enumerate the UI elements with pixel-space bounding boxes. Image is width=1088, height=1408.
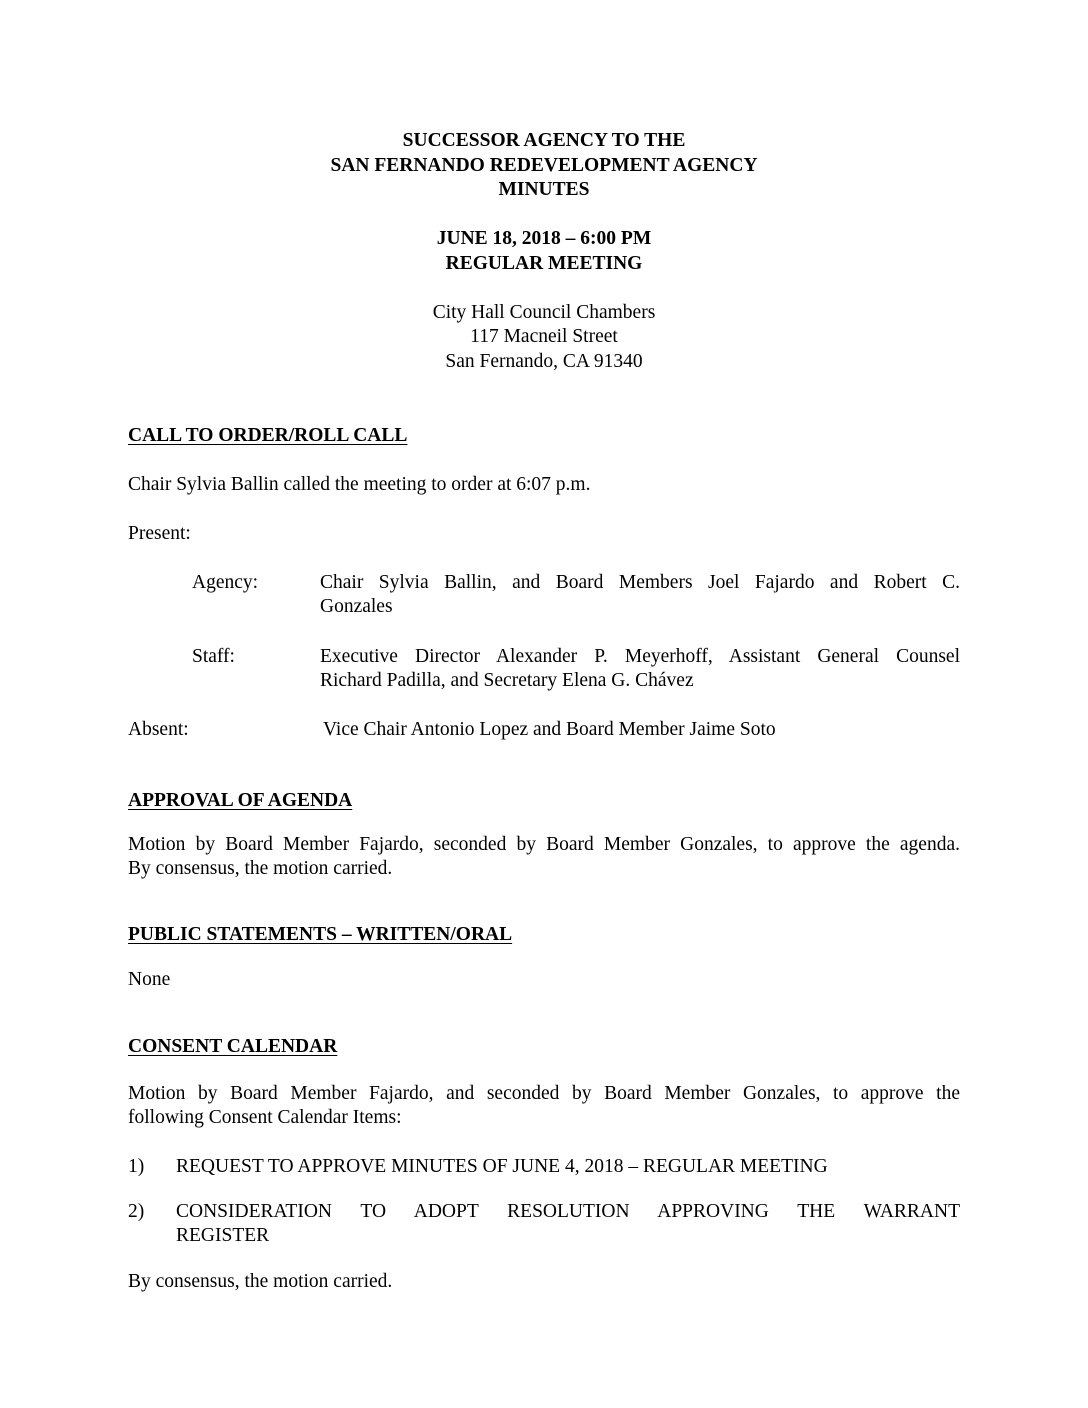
- public-statements-text: None: [128, 969, 171, 990]
- agency-label: Agency:: [192, 572, 259, 593]
- meeting-date: JUNE 18, 2018 – 6:00 PM: [436, 228, 652, 249]
- section-heading-consent-calendar: CONSENT CALENDAR: [128, 1036, 338, 1057]
- consent-calendar-result: By consensus, the motion carried.: [128, 1271, 393, 1292]
- absent-label: Absent:: [128, 719, 189, 740]
- consent-calendar-intro-line-1: Motion by Board Member Fajardo, and seconded by Board Member Gonzales, to approve the: [128, 1083, 960, 1104]
- section-heading-public-statements: PUBLIC STATEMENTS – WRITTEN/ORAL: [128, 924, 513, 945]
- consent-item-number: 2): [128, 1201, 145, 1222]
- title-line-3: MINUTES: [498, 179, 590, 200]
- staff-members-line-2: Richard Padilla, and Secretary Elena G. Chávez: [320, 670, 694, 691]
- absent-members: Vice Chair Antonio Lopez and Board Member Jaime Soto: [323, 719, 776, 740]
- agency-members-line-1: Chair Sylvia Ballin, and Board Members Joel Fajardo and Robert C.: [320, 572, 960, 593]
- consent-item-text: REQUEST TO APPROVE MINUTES OF JUNE 4, 2018 – REGULAR MEETING: [176, 1156, 828, 1177]
- call-to-order-text: Chair Sylvia Ballin called the meeting to order at 6:07 p.m.: [128, 474, 591, 495]
- title-line-2: SAN FERNANDO REDEVELOPMENT AGENCY: [330, 155, 758, 176]
- approval-of-agenda-line-1: Motion by Board Member Fajardo, seconded by Board Member Gonzales, to approve the agenda.: [128, 834, 960, 855]
- consent-item-text-continued: REGISTER: [176, 1225, 270, 1246]
- consent-item-number: 1): [128, 1156, 145, 1177]
- location-line-1: City Hall Council Chambers: [432, 302, 656, 323]
- section-heading-call-to-order: CALL TO ORDER/ROLL CALL: [128, 425, 408, 446]
- present-label: Present:: [128, 523, 191, 544]
- consent-calendar-intro-line-2: following Consent Calendar Items:: [128, 1107, 402, 1128]
- meeting-type: REGULAR MEETING: [445, 253, 643, 274]
- approval-of-agenda-line-2: By consensus, the motion carried.: [128, 858, 393, 879]
- staff-members-line-1: Executive Director Alexander P. Meyerhoff, Assistant General Counsel: [320, 646, 960, 667]
- section-heading-approval-of-agenda: APPROVAL OF AGENDA: [128, 790, 353, 811]
- location-line-2: 117 Macneil Street: [470, 326, 618, 347]
- location-line-3: San Fernando, CA 91340: [445, 351, 643, 372]
- title-line-1: SUCCESSOR AGENCY TO THE: [402, 130, 686, 151]
- agency-members-line-2: Gonzales: [320, 596, 393, 617]
- consent-item-text: CONSIDERATION TO ADOPT RESOLUTION APPROVING THE WARRANT: [176, 1201, 960, 1222]
- staff-label: Staff:: [192, 646, 235, 667]
